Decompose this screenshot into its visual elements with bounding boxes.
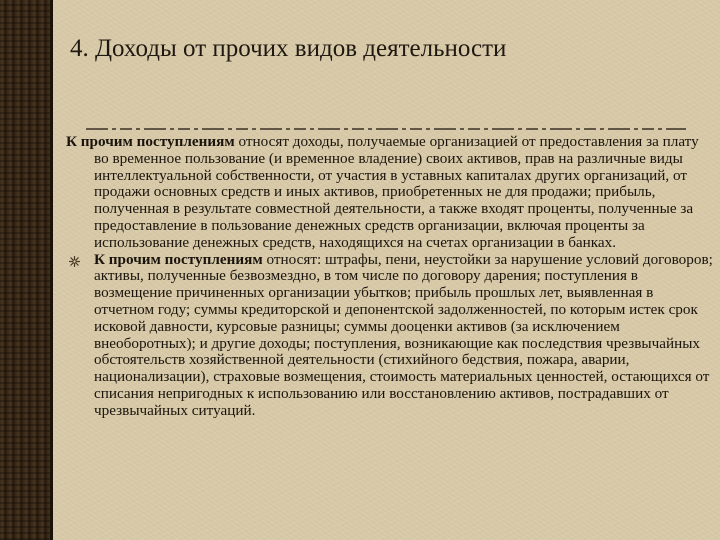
slide-body <box>66 134 714 420</box>
title-divider <box>86 127 686 131</box>
slide-title: 4. Доходы от прочих видов деятельности <box>70 35 507 62</box>
paragraph-lead: К прочим поступлениям <box>94 250 263 268</box>
left-band-edge <box>50 0 53 540</box>
paragraph-income-list <box>66 252 714 420</box>
decorative-left-band <box>0 0 50 540</box>
paragraph-lead: К прочим поступлениям <box>66 133 235 150</box>
sparkle-bullet-icon <box>69 255 80 266</box>
paragraph-text: относят: штрафы, пени, неустойки за нарушение условий договоров; активы, полученные безвозмездно, в том числе по договору дарения; поступления в возмещение причиненных организации убытков; прибыль прошлых лет, выявленная в отчетном году; суммы кредиторской и депонентской задолженностей, по которым истек срок исковой давности, курсовые разницы; суммы дооценки активов (за исключением внеоборотных); и другие доходы; поступления, возникающие как последствия чрезвычайных обстоятельств хозяйственной деятельности (стихийного бедствия, пожара, аварии, национализации), страховые возмещения, стоимость материальных ценностей, остающихся от списания непригодных к использованию или восстановлению активов, пострадавших от чрезвычайных ситуаций. <box>94 250 713 419</box>
paragraph-text: относят доходы, получаемые организацией от предоставления за плату во временное пользование (и временное владение) своих активов, прав на различные виды интеллектуальной собственности, от участия в уставных капиталах других организаций, от продажи основных средств и иных активов, приобретенных не для продажи; прибыль, полученная в результате совместной деятельности, а также входят проценты, полученные за предоставление в пользование денежных средств организации, включая проценты за использование денежных средств, находящихся на счетах организации в банках. <box>94 133 699 251</box>
paragraph-income-definition <box>66 134 714 252</box>
